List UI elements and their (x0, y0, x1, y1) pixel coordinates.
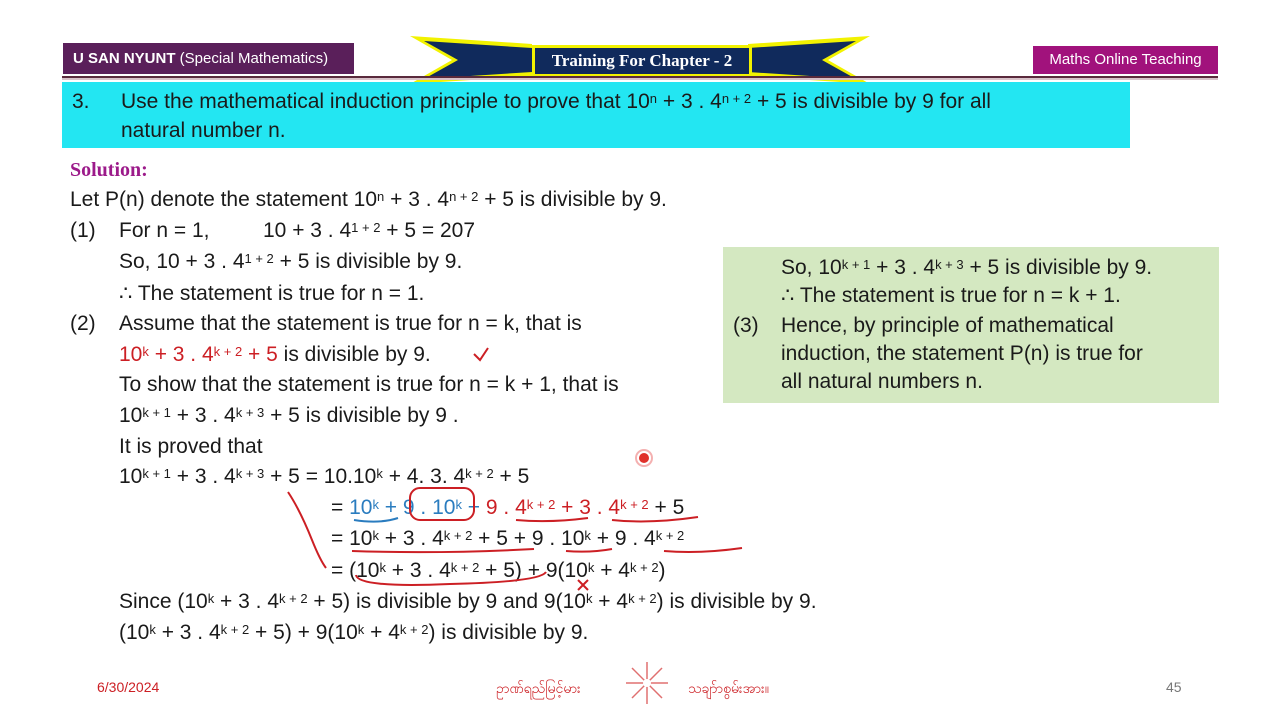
equation-line-3: = $10^k + 3$ . $4^{k + 2} + 5 + 9$ . $10^k + 9$ . $4^{k + 2}$ (331, 527, 685, 550)
checkmark-icon (474, 348, 488, 360)
pointer-dot-icon (639, 453, 649, 463)
step3-line-3: all natural numbers n. (781, 370, 983, 393)
author-subtitle: (Special Mathematics) (175, 50, 329, 67)
green-so-line: So, $10^{k + 1} + 3$ . $4^{k + 3} + 5$ is divisible by 9. (781, 256, 1153, 279)
footer-motto-right: သချာ်ာစွမ်းအား။ (688, 680, 769, 696)
step2-show: To show that the statement is true for n = k + 1, that is (119, 373, 619, 396)
question-number: 3. (72, 90, 90, 113)
step1-calc: 10 + 3 . $4^{1 + 2} + 5 = 207$ (263, 219, 476, 242)
step3-line-2: induction, the statement P(n) is true for (781, 342, 1143, 365)
step2-hypothesis: $10^k + 3$ . $4^{k + 2} + 5$ is divisible by 9. (119, 343, 431, 366)
step1-for: For n = 1, (119, 219, 210, 242)
chapter-title: Training For Chapter - 2 (532, 45, 752, 77)
step2-target: $10^{k + 1} + 3$ . $4^{k + 3} + 5$ is divisible by 9 . (119, 404, 459, 427)
author-name: U SAN NYUNT (73, 50, 176, 67)
step1-label: (1) (70, 219, 96, 242)
solution-heading: Solution: (70, 159, 148, 181)
since-line: Since ($10^k + 3$ . $4^{k + 2} + 5$) is divisible by 9 and $9(10^k + 4^{k + 2})$ is divisible by 9. (119, 590, 817, 613)
channel-badge: Maths Online Teaching (1033, 46, 1218, 74)
equation-line-1: $10^{k + 1} + 3$ . $4^{k + 3} + 5 = 10.10^k + 4$. 3. $4^{k + 2} + 5$ (119, 465, 530, 488)
step3-line-1: Hence, by principle of mathematical (781, 314, 1114, 337)
step2-assume: Assume that the statement is true for n = k, that is (119, 312, 582, 335)
page-number: 45 (1166, 679, 1182, 695)
equation-line-2: = $10^k + 9$ . $10^k + 9$ . $4^{k + 2} + 3$ . $4^{k + 2} + 5$ (331, 496, 685, 519)
step2-label: (2) (70, 312, 96, 335)
green-true-line: ∴ The statement is true for n = k + 1. (781, 284, 1121, 307)
statement-line: Let P(n) denote the statement $10^n + 3$ . $4^{n + 2} + 5$ is divisible by 9. (70, 188, 667, 211)
author-badge (63, 43, 354, 74)
step1-conclusion: ∴ The statement is true for n = 1. (119, 282, 425, 305)
header-divider (62, 76, 1218, 80)
question-box (62, 82, 1130, 148)
step1-so: So, 10 + 3 . $4^{1 + 2} + 5$ is divisible by 9. (119, 250, 463, 273)
step2-proved: It is proved that (119, 435, 263, 458)
conclusion-box (723, 247, 1219, 403)
final-line: ($10^k + 3$ . $4^{k + 2} + 5) + 9(10^k + 4^{k + 2})$ is divisible by 9. (119, 621, 589, 644)
sparkle-icon (624, 660, 670, 706)
footer-date: 6/30/2024 (97, 679, 160, 695)
equation-line-4: = ($10^k + 3$ . $4^{k + 2} + 5) + 9(10^k + 4^{k + 2})$ (331, 559, 666, 582)
step3-label: (3) (733, 314, 759, 337)
question-text: Use the mathematical induction principle to prove that $10^n + 3$ . $4^{n + 2} + 5$ is divisible by 9 for all natural number n. (121, 90, 991, 142)
footer-motto-left: ဥာဏ်ရည်မြင့်မား (496, 680, 581, 696)
